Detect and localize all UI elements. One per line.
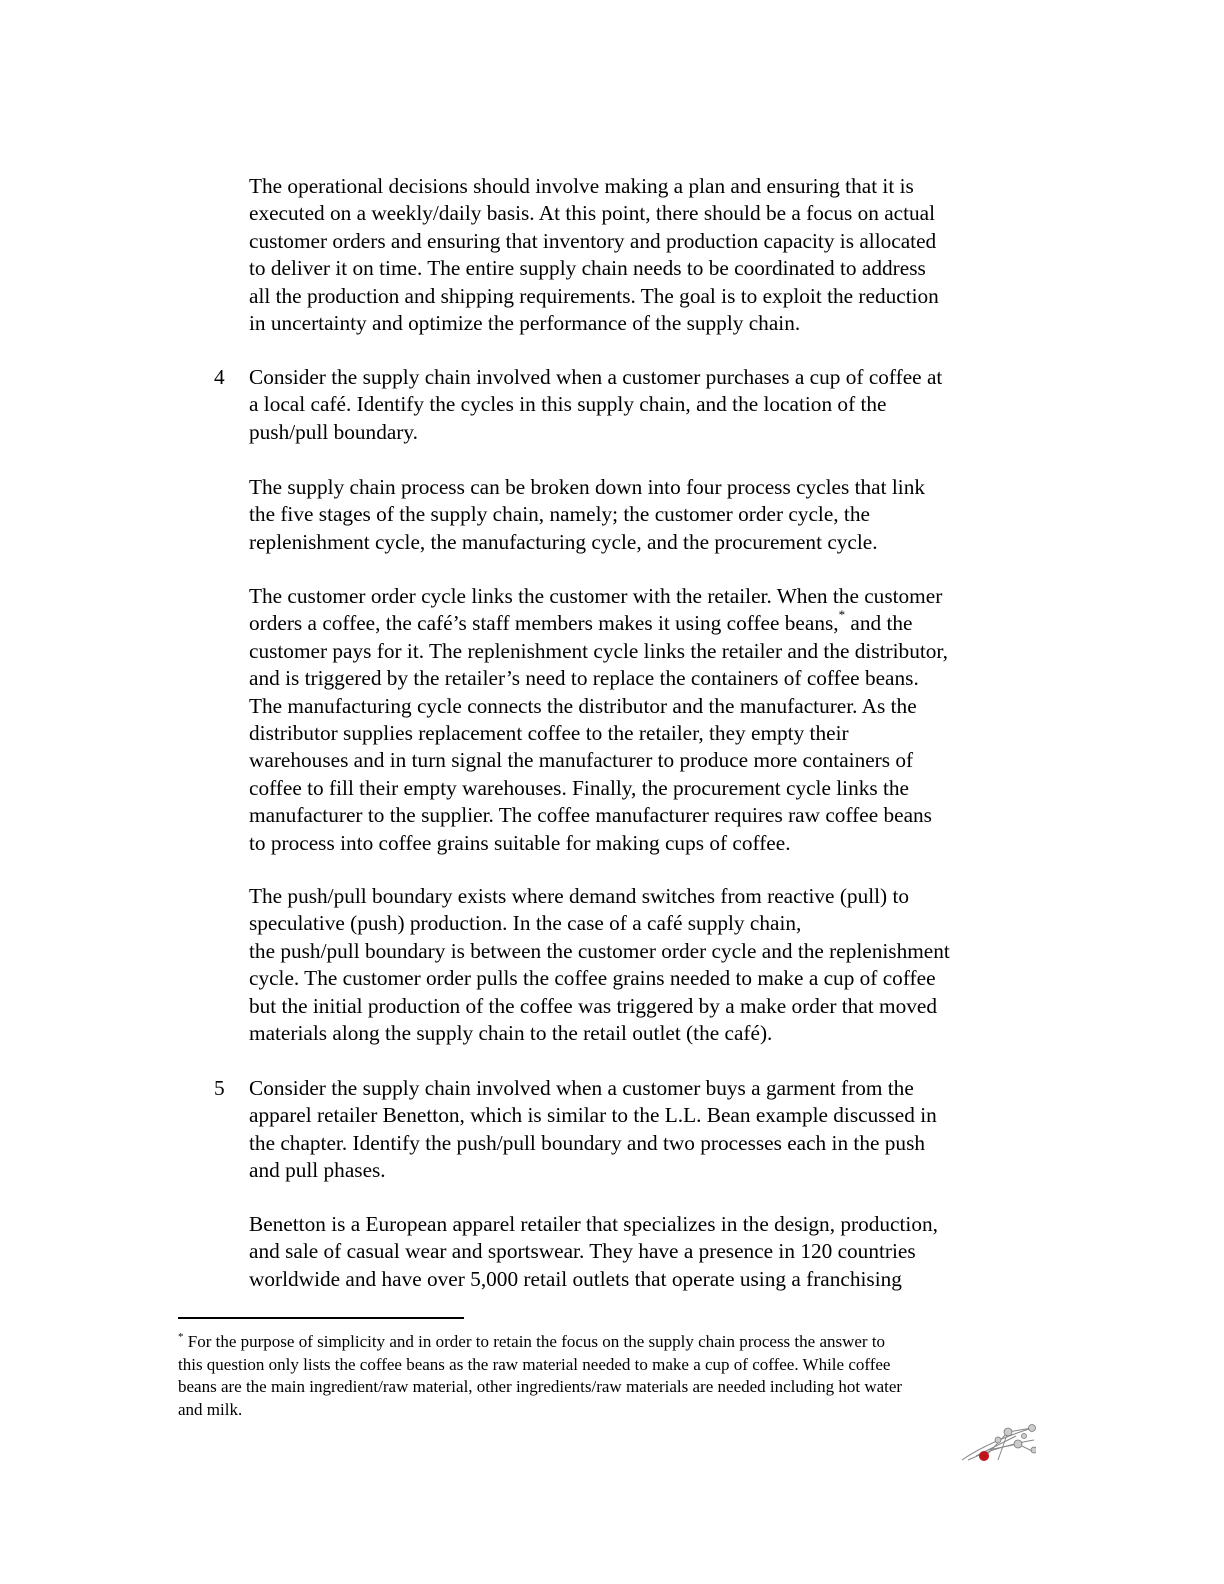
answer-paragraph bbox=[249, 474, 925, 556]
text-line: executed on a weekly/daily basis. At this point, there should be a focus on actual bbox=[249, 201, 936, 226]
text-line: The manufacturing cycle connects the distributor and the manufacturer. As the bbox=[249, 693, 917, 718]
question-text bbox=[249, 1075, 937, 1185]
text-line: cycle. The customer order pulls the coffee grains needed to make a cup of coffee bbox=[249, 966, 936, 991]
text-line: push/pull boundary. bbox=[249, 419, 418, 444]
network-globe-icon bbox=[958, 1422, 1036, 1462]
question-number: 5 bbox=[214, 1076, 225, 1100]
footnote-text: For the purpose of simplicity and in order to retain the focus on the supply chain process the answer to bbox=[183, 1332, 886, 1351]
text-line: Consider the supply chain involved when a customer purchases a cup of coffee at bbox=[249, 365, 943, 389]
text-line: customer orders and ensuring that inventory and production capacity is allocated bbox=[249, 228, 937, 253]
text-line: speculative (push) production. In the case of a café supply chain, bbox=[249, 911, 802, 936]
text-line: the chapter. Identify the push/pull boundary and two processes each in the push bbox=[249, 1130, 925, 1155]
question-number: 4 bbox=[214, 365, 225, 389]
text-line: Benetton is a European apparel retailer that specializes in the design, production, bbox=[249, 1212, 938, 1236]
text-line: The operational decisions should involve making a plan and ensuring that it is bbox=[249, 174, 914, 198]
text-line: customer pays for it. The replenishment cycle links the retailer and the distributor, bbox=[249, 638, 948, 663]
text-segment: orders a coffee, the café’s staff members makes it using coffee beans, bbox=[249, 611, 839, 636]
text-line bbox=[249, 607, 948, 637]
footnote-divider bbox=[178, 1317, 464, 1319]
footnote-line bbox=[178, 1331, 902, 1354]
footnote-line: this question only lists the coffee beans as the raw material needed to make a cup of coffee. While coffee bbox=[178, 1354, 891, 1374]
answer-paragraph bbox=[249, 1211, 938, 1293]
text-line: and sale of casual wear and sportswear. They have a presence in 120 countries bbox=[249, 1239, 916, 1264]
text-line: to deliver it on time. The entire supply chain needs to be coordinated to address bbox=[249, 256, 926, 281]
text-line: worldwide and have over 5,000 retail outlets that operate using a franchising bbox=[249, 1266, 902, 1291]
text-line: all the production and shipping requirements. The goal is to exploit the reduction bbox=[249, 283, 939, 308]
answer-paragraph bbox=[249, 583, 948, 857]
text-line: in uncertainty and optimize the performance of the supply chain. bbox=[249, 310, 801, 335]
text-line: replenishment cycle, the manufacturing cycle, and the procurement cycle. bbox=[249, 529, 878, 554]
question-text bbox=[249, 364, 942, 446]
footnote bbox=[178, 1331, 902, 1421]
answer-paragraph bbox=[249, 173, 939, 337]
text-line: and is triggered by the retailer’s need to replace the containers of coffee beans. bbox=[249, 666, 919, 691]
footnote-line: and milk. bbox=[178, 1399, 243, 1419]
text-line: The push/pull boundary exists where demand switches from reactive (pull) to bbox=[249, 884, 910, 908]
footnote-line: beans are the main ingredient/raw material, other ingredients/raw materials are needed including hot water bbox=[178, 1377, 903, 1396]
footnote-marker: * bbox=[178, 1331, 184, 1343]
answer-paragraph bbox=[249, 883, 950, 1047]
text-segment: and the bbox=[845, 611, 913, 636]
footnote-reference[interactable]: * bbox=[838, 607, 846, 623]
text-line: distributor supplies replacement coffee to the retailer, they empty their bbox=[249, 720, 849, 745]
text-line: Consider the supply chain involved when a customer buys a garment from the bbox=[249, 1076, 914, 1100]
text-line: coffee to fill their empty warehouses. Finally, the procurement cycle links the bbox=[249, 775, 909, 800]
text-line: the five stages of the supply chain, namely; the customer order cycle, the bbox=[249, 502, 870, 527]
text-line: warehouses and in turn signal the manufacturer to produce more containers of bbox=[249, 748, 914, 773]
text-line: to process into coffee grains suitable for making cups of coffee. bbox=[249, 830, 791, 855]
text-line: apparel retailer Benetton, which is similar to the L.L. Bean example discussed in bbox=[249, 1103, 937, 1128]
text-line: The customer order cycle links the customer with the retailer. When the customer bbox=[249, 584, 943, 608]
text-line: the push/pull boundary is between the customer order cycle and the replenishment bbox=[249, 938, 950, 963]
text-line: a local café. Identify the cycles in this supply chain, and the location of the bbox=[249, 392, 887, 417]
text-line: but the initial production of the coffee was triggered by a make order that moved bbox=[249, 993, 937, 1018]
text-line: materials along the supply chain to the retail outlet (the café). bbox=[249, 1020, 773, 1045]
text-line: The supply chain process can be broken down into four process cycles that link bbox=[249, 475, 925, 499]
text-line: and pull phases. bbox=[249, 1158, 386, 1183]
text-line: manufacturer to the supplier. The coffee manufacturer requires raw coffee beans bbox=[249, 803, 932, 828]
